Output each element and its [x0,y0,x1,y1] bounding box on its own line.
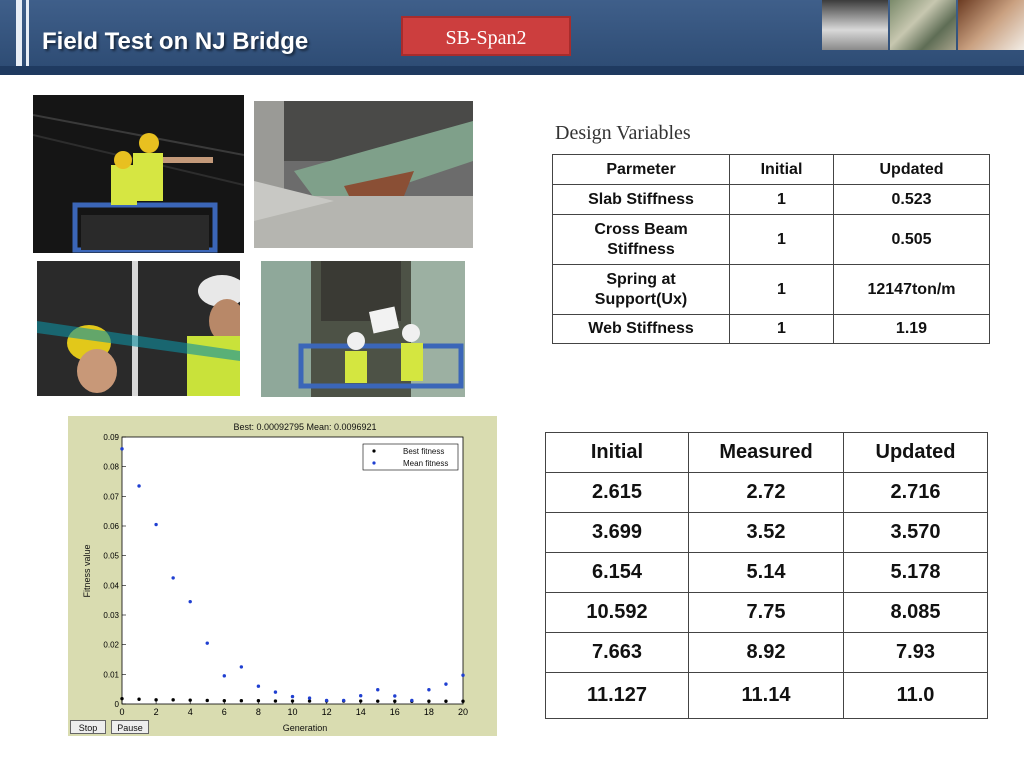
pause-button[interactable]: Pause [111,720,149,734]
fitness-chart-panel [68,416,497,736]
table-header-row [553,155,990,185]
mean-fitness-point [206,641,209,644]
table-cell: 6.154 [546,553,689,593]
table-header-cell: Measured [689,433,844,473]
header-photo-1 [822,0,888,50]
table-cell: 0.505 [834,215,990,265]
header-photo-3 [958,0,1024,50]
table-cell: 5.14 [689,553,844,593]
fitness-chart [68,416,497,736]
table-header-cell: Parmeter [553,155,730,185]
x-tick-label: 18 [423,707,434,717]
best-fitness-point [171,698,174,701]
best-fitness-point [308,699,311,702]
mean-fitness-point [120,447,123,450]
y-tick-label: 0.08 [103,462,119,472]
table-cell: 2.615 [546,473,689,513]
mean-fitness-point [342,699,345,702]
best-fitness-point [137,698,140,701]
table-row [546,473,988,513]
table-row [553,315,990,344]
best-fitness-point [461,700,464,703]
y-axis-label: Fitness value [82,544,92,598]
best-fitness-point [393,700,396,703]
x-tick-label: 12 [321,707,332,717]
table-cell: 3.570 [844,513,988,553]
design-variables-table [552,154,990,344]
table-cell: 11.14 [689,673,844,719]
y-tick-label: 0 [114,700,119,709]
table-cell: 3.699 [546,513,689,553]
mean-fitness-point [291,695,294,698]
x-tick-label: 14 [355,707,366,717]
mean-fitness-point [410,699,413,702]
table-cell: 1 [730,265,834,315]
y-tick-label: 0.03 [103,611,119,620]
y-tick-label: 0.02 [103,640,119,650]
mean-fitness-point [171,576,174,579]
table-cell: 1 [730,185,834,215]
table-row [553,215,990,265]
table-cell: 7.93 [844,633,988,673]
table-row [553,185,990,215]
table-row [553,265,990,315]
photo-workers-lift [33,95,244,253]
mean-fitness-point [393,694,396,697]
best-fitness-point [120,697,123,700]
legend-entry-mean: Mean fitness [403,459,449,468]
table-header-cell: Initial [730,155,834,185]
y-tick-label: 0.05 [103,551,119,561]
x-tick-label: 6 [221,707,227,717]
legend-marker-best [372,449,375,452]
table-cell: 1 [730,215,834,265]
photo-girder-corrosion [254,101,473,248]
mean-fitness-point [223,674,226,677]
x-tick-label: 10 [287,707,298,717]
plot-area [122,437,463,704]
mean-fitness-point [154,523,157,526]
legend-marker-mean [372,461,375,464]
mean-fitness-point [274,690,277,693]
best-fitness-point [359,699,362,702]
table-cell: 3.52 [689,513,844,553]
best-fitness-point [427,700,430,703]
best-fitness-point [257,699,260,702]
mean-fitness-point [461,674,464,677]
span-tag: SB-Span2 [401,16,571,56]
table-header-cell: Initial [546,433,689,473]
table-cell: Web Stiffness [553,315,730,344]
table-cell: 1.19 [834,315,990,344]
x-axis-label: Generation [282,723,328,733]
header-accent-bar-thin [26,0,29,75]
header-accent-bar [16,0,22,75]
y-tick-label: 0.09 [103,433,119,442]
x-tick-label: 20 [457,707,469,717]
table-cell: 11.0 [844,673,988,719]
table-cell: 7.75 [689,593,844,633]
mean-fitness-point [325,699,328,702]
best-fitness-point [189,698,192,701]
photo-inspectors-lift [261,261,465,397]
mean-fitness-point [308,696,311,699]
best-fitness-point [223,699,226,702]
table-cell: 2.72 [689,473,844,513]
table-row [546,673,988,719]
chart-legend [363,444,458,470]
header-stripe [0,66,1024,75]
mean-fitness-point [427,688,430,691]
table-row [546,593,988,633]
table-header-row [546,433,988,473]
design-variables-title: Design Variables [555,122,691,144]
mean-fitness-point [189,600,192,603]
best-fitness-point [240,699,243,702]
header-photo-2 [890,0,956,50]
x-tick-label: 4 [187,707,193,717]
table-cell: 2.716 [844,473,988,513]
table-cell: Cross Beam Stiffness [553,215,730,265]
y-tick-label: 0.04 [103,581,119,591]
photo-inspectors-closeup-graphic [37,261,240,396]
table-row [546,513,988,553]
best-fitness-point [206,699,209,702]
chart-title: Best: 0.00092795 Mean: 0.0096921 [233,422,377,432]
mean-fitness-point [444,682,447,685]
table-cell: 5.178 [844,553,988,593]
table-cell: 8.085 [844,593,988,633]
table-cell: 11.127 [546,673,689,719]
table-row [546,633,988,673]
table-row [546,553,988,593]
page-title: Field Test on NJ Bridge [42,28,309,55]
photo-girder-corrosion-graphic [254,101,473,248]
best-fitness-point [154,698,157,701]
x-tick-label: 2 [153,707,159,717]
mean-fitness-point [137,484,140,487]
x-tick-label: 16 [389,707,400,717]
best-fitness-point [291,699,294,702]
photo-inspectors-lift-graphic [261,261,465,397]
table-header-cell: Updated [834,155,990,185]
y-tick-label: 0.06 [103,522,119,531]
photo-inspectors-closeup [37,261,240,396]
y-tick-label: 0.07 [103,492,119,502]
y-tick-label: 0.01 [103,670,119,680]
table-cell: 10.592 [546,593,689,633]
x-tick-label: 8 [255,707,261,717]
stop-button[interactable]: Stop [70,720,106,734]
table-cell: 0.523 [834,185,990,215]
best-fitness-point [444,700,447,703]
photo-workers-lift-graphic [33,95,244,253]
table-cell: Spring at Support(Ux) [553,265,730,315]
table-cell: 1 [730,315,834,344]
table-header-cell: Updated [844,433,988,473]
table-cell: 12147ton/m [834,265,990,315]
best-fitness-point [376,699,379,702]
legend-entry-best: Best fitness [403,447,445,456]
mean-fitness-point [359,694,362,697]
best-fitness-point [274,699,277,702]
mean-fitness-point [257,685,260,688]
table-cell: 7.663 [546,633,689,673]
table-cell: 8.92 [689,633,844,673]
table-cell: Slab Stiffness [553,185,730,215]
x-tick-label: 0 [119,707,125,717]
mean-fitness-point [376,688,379,691]
mean-fitness-point [240,665,243,668]
frequency-table [545,432,988,719]
